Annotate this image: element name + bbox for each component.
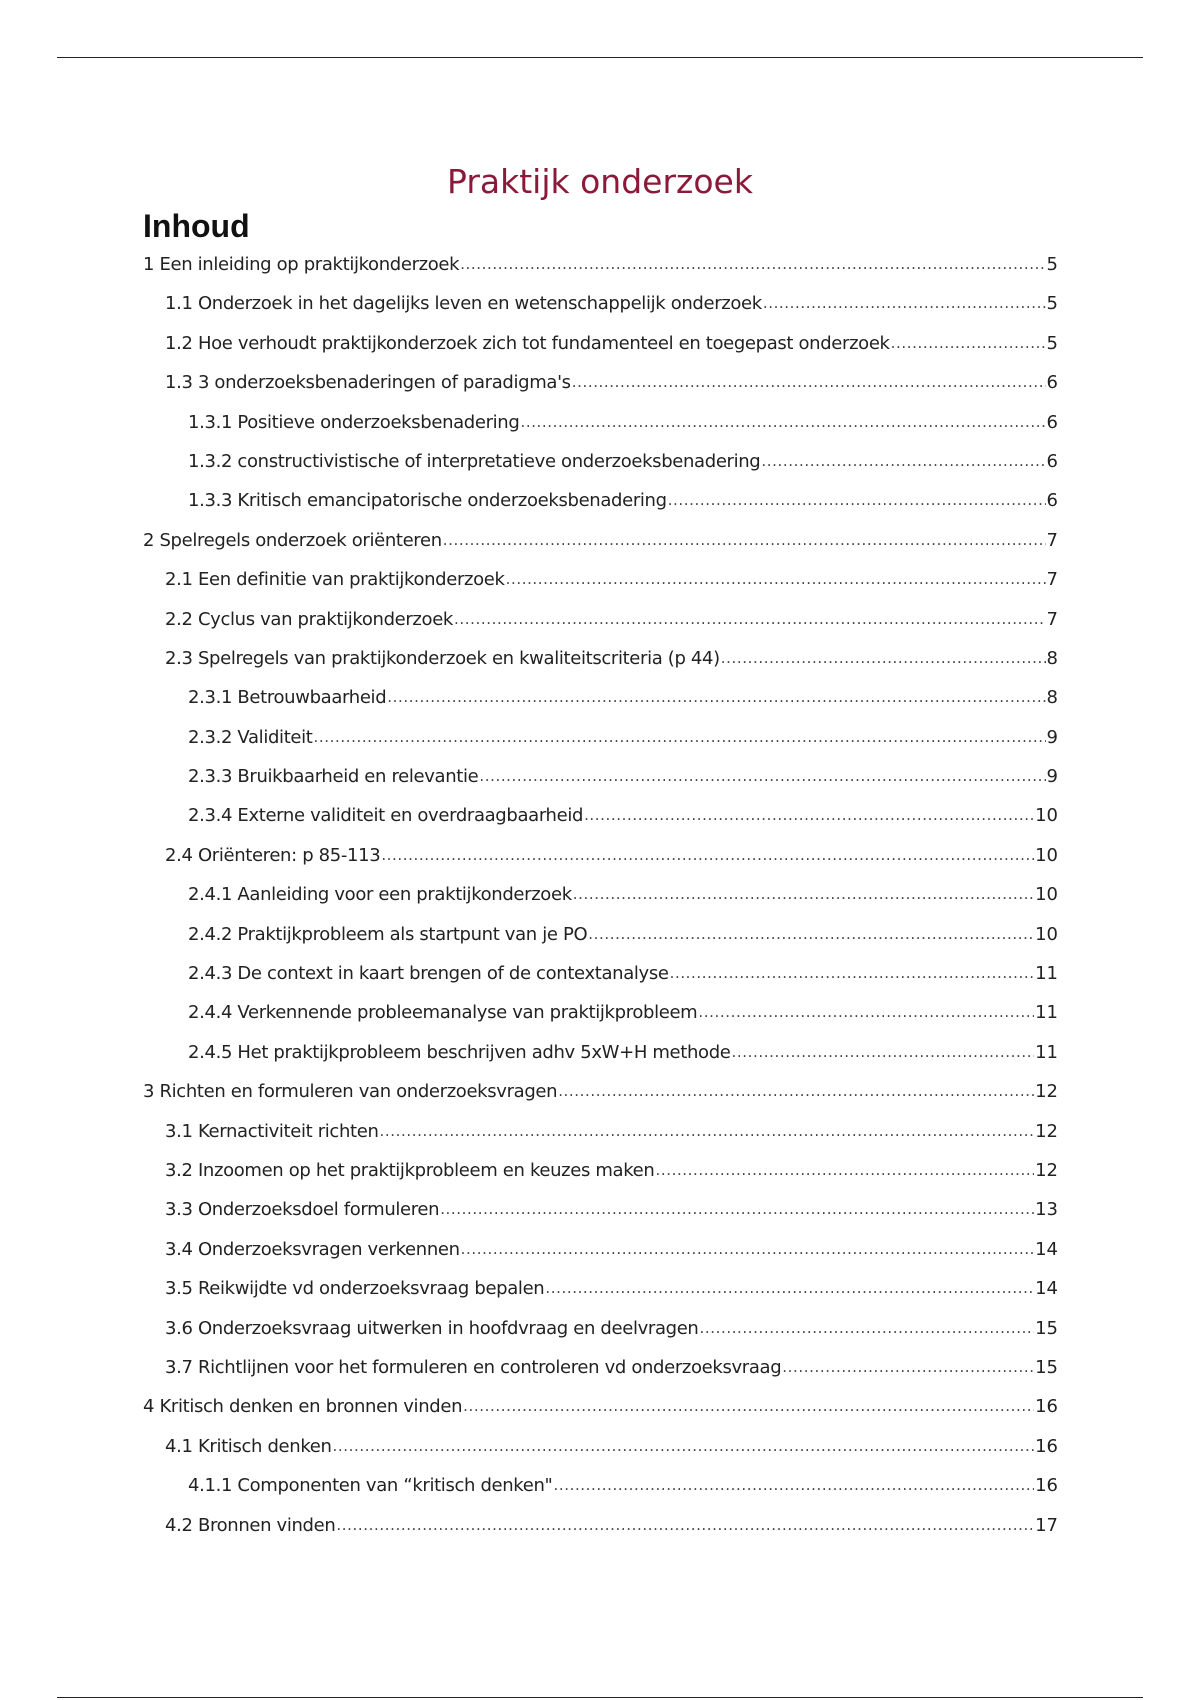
toc-entry-title: 2.3.1 Betrouwbaarheid: [188, 687, 387, 709]
toc-dot-leader: [782, 1356, 1034, 1377]
toc-page-number: 11: [1035, 1002, 1058, 1024]
toc-page-number: 10: [1035, 844, 1058, 866]
toc-entry-title: 1.3.2 constructivistische of interpretatieve onderzoeksbenadering: [188, 450, 761, 472]
toc-dot-leader: [584, 804, 1034, 825]
toc-page-number: 6: [1046, 450, 1058, 472]
toc-entry-title: 1.3.1 Positieve onderzoeksbenadering: [188, 411, 520, 433]
toc-dot-leader: [545, 1277, 1034, 1298]
toc-page-number: 5: [1046, 293, 1058, 315]
toc-dot-leader: [668, 489, 1046, 510]
toc-entry-title: 2.3.2 Validiteit: [188, 726, 313, 748]
toc-dot-leader: [479, 765, 1045, 786]
toc-dot-leader: [763, 292, 1046, 313]
toc-entry[interactable]: [143, 924, 1058, 963]
toc-entry-title: 4.1.1 Componenten van “kritisch denken": [188, 1475, 553, 1497]
toc-entry[interactable]: [143, 1357, 1058, 1396]
toc-page-number: 10: [1035, 884, 1058, 906]
toc-entry-title: 2.4 Oriënteren: p 85-113: [165, 844, 381, 866]
toc-page-number: 12: [1035, 1120, 1058, 1142]
toc-entry[interactable]: [143, 766, 1058, 805]
toc-page-number: 16: [1035, 1396, 1058, 1418]
toc-entry[interactable]: [143, 727, 1058, 766]
toc-entry-title: 2.4.1 Aanleiding voor een praktijkonderzoek: [188, 884, 572, 906]
toc-page-number: 6: [1046, 490, 1058, 512]
toc-entry-title: 3.4 Onderzoeksvragen verkennen: [165, 1238, 460, 1260]
toc-page-number: 15: [1035, 1317, 1058, 1339]
toc-page-number: 7: [1046, 529, 1058, 551]
toc-dot-leader: [461, 1238, 1034, 1259]
toc-entry[interactable]: [143, 1475, 1058, 1514]
toc-page-number: 14: [1035, 1238, 1058, 1260]
toc-entry-title: 2.4.3 De context in kaart brengen of de contextanalyse: [188, 963, 669, 985]
toc-page-number: 11: [1035, 963, 1058, 985]
toc-entry[interactable]: [143, 569, 1058, 608]
toc-entry-title: 4 Kritisch denken en bronnen vinden: [143, 1396, 463, 1418]
toc-entry-title: 1.2 Hoe verhoudt praktijkonderzoek zich tot fundamenteel en toegepast onderzoek: [165, 332, 890, 354]
toc-page-number: 8: [1046, 647, 1058, 669]
toc-page-number: 7: [1046, 608, 1058, 630]
toc-entry-title: 2.4.2 Praktijkprobleem als startpunt van je PO: [188, 923, 588, 945]
toc-dot-leader: [506, 568, 1046, 589]
toc-dot-leader: [573, 883, 1034, 904]
toc-entry[interactable]: [143, 805, 1058, 844]
toc-page-number: 16: [1035, 1435, 1058, 1457]
toc-entry-title: 3 Richten en formuleren van onderzoeksvragen: [143, 1081, 558, 1103]
toc-entry[interactable]: [143, 1199, 1058, 1238]
toc-entry-title: 3.2 Inzoomen op het praktijkprobleem en keuzes maken: [165, 1159, 655, 1181]
toc-dot-leader: [314, 726, 1046, 747]
toc-dot-leader: [732, 1041, 1035, 1062]
toc-entry[interactable]: [143, 1436, 1058, 1475]
toc-dot-leader: [655, 1159, 1034, 1180]
toc-dot-leader: [460, 253, 1045, 274]
toc-page-number: 13: [1035, 1199, 1058, 1221]
toc-page-number: 7: [1046, 569, 1058, 591]
toc-entry-title: 4.1 Kritisch denken: [165, 1435, 332, 1457]
toc-entry[interactable]: [143, 1515, 1058, 1554]
toc-entry[interactable]: [143, 1396, 1058, 1435]
toc-entry-title: 2.3 Spelregels van praktijkonderzoek en kwaliteitscriteria (p 44): [165, 647, 720, 669]
toc-page-number: 10: [1035, 923, 1058, 945]
toc-entry-title: 2 Spelregels onderzoek oriënteren: [143, 529, 442, 551]
toc-dot-leader: [454, 608, 1046, 629]
toc-entry-title: 2.3.3 Bruikbaarheid en relevantie: [188, 766, 479, 788]
toc-page-number: 6: [1046, 411, 1058, 433]
toc-page-number: 15: [1035, 1356, 1058, 1378]
toc-entry-title: 1.1 Onderzoek in het dagelijks leven en wetenschappelijk onderzoek: [165, 293, 762, 315]
toc-page-number: 6: [1046, 372, 1058, 394]
toc-entry[interactable]: [143, 530, 1058, 569]
toc-dot-leader: [336, 1514, 1034, 1535]
toc-page-number: 5: [1046, 254, 1058, 275]
toc-dot-leader: [761, 450, 1045, 471]
toc-entry[interactable]: [143, 412, 1058, 451]
toc-entry[interactable]: [143, 372, 1058, 411]
toc-entry[interactable]: [143, 293, 1058, 332]
toc-entry[interactable]: [143, 1278, 1058, 1317]
toc-dot-leader: [699, 1317, 1034, 1338]
toc-entry-title: 3.5 Reikwijdte vd onderzoeksvraag bepalen: [165, 1278, 545, 1300]
toc-entry[interactable]: [143, 1318, 1058, 1357]
toc-entry[interactable]: [143, 1081, 1058, 1120]
toc-entry-title: 1.3.3 Kritisch emancipatorische onderzoeksbenadering: [188, 490, 667, 512]
toc-dot-leader: [588, 923, 1034, 944]
footer-rule: [57, 1697, 1143, 1698]
document-title: Praktijk onderzoek: [447, 162, 753, 202]
toc-page-number: 9: [1046, 726, 1058, 748]
toc-dot-leader: [520, 411, 1045, 432]
toc-dot-leader: [572, 371, 1046, 392]
toc-dot-leader: [553, 1474, 1034, 1495]
toc-page-number: 8: [1046, 687, 1058, 709]
toc-entry-title: 3.3 Onderzoeksdoel formuleren: [165, 1199, 440, 1221]
toc-entry-title: 1.3 3 onderzoeksbenaderingen of paradigma's: [165, 372, 571, 394]
toc-dot-leader: [670, 962, 1035, 983]
toc-entry-title: 3.7 Richtlijnen voor het formuleren en controleren vd onderzoeksvraag: [165, 1356, 782, 1378]
toc-entry[interactable]: [143, 963, 1058, 1002]
toc-dot-leader: [721, 647, 1046, 668]
toc-entry[interactable]: [143, 1042, 1058, 1081]
toc-entry-title: 4.2 Bronnen vinden: [165, 1514, 336, 1536]
toc-page-number: 17: [1035, 1514, 1058, 1536]
toc-dot-leader: [443, 529, 1046, 550]
toc-page-number: 9: [1046, 766, 1058, 788]
toc-entry-title: 3.6 Onderzoeksvraag uitwerken in hoofdvraag en deelvragen: [165, 1317, 699, 1339]
toc-entry[interactable]: [143, 845, 1058, 884]
toc-entry-title: 2.1 Een definitie van praktijkonderzoek: [165, 569, 505, 591]
header-rule: [57, 57, 1143, 58]
toc-dot-leader: [381, 844, 1034, 865]
toc-dot-leader: [463, 1395, 1034, 1416]
toc-entry-title: 2.4.4 Verkennende probleemanalyse van praktijkprobleem: [188, 1002, 698, 1024]
toc-page-number: 12: [1035, 1081, 1058, 1103]
toc-entry[interactable]: [143, 333, 1058, 372]
toc-entry-title: 1 Een inleiding op praktijkonderzoek: [143, 254, 460, 275]
toc-entry[interactable]: [143, 609, 1058, 648]
table-of-contents: [143, 254, 1058, 1554]
toc-page-number: 12: [1035, 1159, 1058, 1181]
toc-entry[interactable]: [143, 687, 1058, 726]
toc-dot-leader: [891, 332, 1046, 353]
toc-page-number: 16: [1035, 1475, 1058, 1497]
toc-entry-title: 2.4.5 Het praktijkprobleem beschrijven adhv 5xW+H methode: [188, 1041, 731, 1063]
toc-entry[interactable]: [143, 451, 1058, 490]
toc-heading: Inhoud: [143, 208, 250, 244]
toc-dot-leader: [333, 1435, 1035, 1456]
toc-entry[interactable]: [143, 254, 1058, 293]
toc-entry[interactable]: [143, 648, 1058, 687]
toc-entry-title: 2.2 Cyclus van praktijkonderzoek: [165, 608, 453, 630]
toc-dot-leader: [440, 1198, 1034, 1219]
toc-entry-title: 2.3.4 Externe validiteit en overdraagbaarheid: [188, 805, 584, 827]
toc-entry[interactable]: [143, 1160, 1058, 1199]
toc-page-number: 14: [1035, 1278, 1058, 1300]
toc-entry[interactable]: [143, 1239, 1058, 1278]
toc-dot-leader: [380, 1120, 1035, 1141]
toc-entry[interactable]: [143, 490, 1058, 529]
toc-page-number: 5: [1046, 332, 1058, 354]
toc-dot-leader: [558, 1080, 1034, 1101]
toc-page-number: 11: [1035, 1041, 1058, 1063]
toc-entry-title: 3.1 Kernactiviteit richten: [165, 1120, 379, 1142]
toc-entry[interactable]: [143, 1002, 1058, 1041]
toc-dot-leader: [698, 1001, 1034, 1022]
toc-entry[interactable]: [143, 884, 1058, 923]
toc-entry[interactable]: [143, 1121, 1058, 1160]
toc-dot-leader: [387, 686, 1045, 707]
toc-page-number: 10: [1035, 805, 1058, 827]
